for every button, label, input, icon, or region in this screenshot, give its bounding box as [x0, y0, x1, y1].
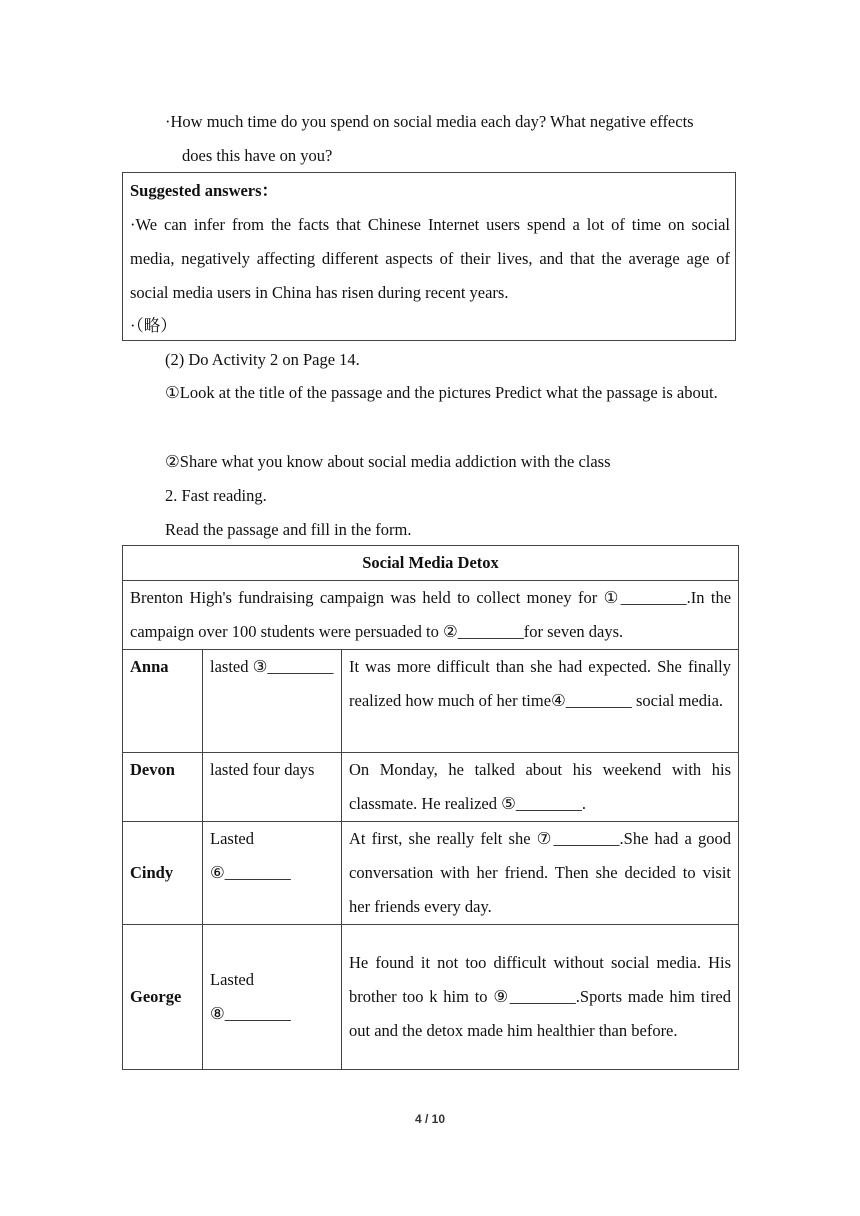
question-line-1: ·How much time do you spend on social media each day? What negative effects [165, 112, 694, 131]
row-duration: lasted ③________ [203, 650, 342, 753]
row-detail: On Monday, he talked about his weekend with his classmate. He realized ⑤________. [342, 753, 739, 822]
activity-heading: (2) Do Activity 2 on Page 14. [165, 350, 360, 369]
fast-reading-instruction: Read the passage and fill in the form. [165, 520, 412, 539]
row-duration: Lasted ⑥________ [203, 822, 342, 925]
suggested-answers-title: Suggested answers： [130, 181, 279, 200]
form-title: Social Media Detox [123, 546, 739, 581]
row-name: Devon [123, 753, 203, 822]
row-detail: He found it not too difficult without social media. His brother too k him to ⑨________.Sports made him tired out and the detox made him healthier than before. [342, 925, 739, 1070]
row-name: George [123, 925, 203, 1070]
table-row [123, 822, 739, 925]
row-name: Anna [123, 650, 203, 753]
suggested-answers-box [122, 172, 736, 341]
page-number: 4 / 10 [414, 1112, 446, 1126]
row-duration: lasted four days [203, 753, 342, 822]
form-intro-row [123, 581, 739, 650]
row-detail: At first, she really felt she ⑦________.She had a good conversation with her friend. Then she decided to visit her friends every day. [342, 822, 739, 925]
question-line-2: does this have on you? [182, 146, 333, 165]
row-name: Cindy [123, 822, 203, 925]
activity-step-2: ②Share what you know about social media addiction with the class [165, 452, 611, 471]
suggested-answer-2: ·（略） [130, 316, 177, 335]
form-intro: Brenton High's fundraising campaign was held to collect money for ①________.In the campaign over 100 students were persuaded to ②________for seven days. [123, 581, 739, 650]
suggested-answer-1-text: ·We can infer from the facts that Chinese Internet users spend a lot of time on social media, negatively affecting different aspects of their lives, and that the average age of social media users in China has risen during recent years. [130, 215, 730, 302]
table-row [123, 753, 739, 822]
row-duration: Lasted ⑧________ [203, 925, 342, 1070]
fast-reading-heading: 2. Fast reading. [165, 486, 267, 505]
table-row [123, 650, 739, 753]
form-title-row [123, 546, 739, 581]
row-detail: It was more difficult than she had expected. She finally realized how much of her time④________ social media. [342, 650, 739, 753]
detox-form-table [122, 545, 739, 1070]
activity-step-1 [122, 376, 730, 410]
table-row [123, 925, 739, 1070]
activity-step-1-text: ①Look at the title of the passage and the pictures Predict what the passage is about. [165, 383, 718, 402]
